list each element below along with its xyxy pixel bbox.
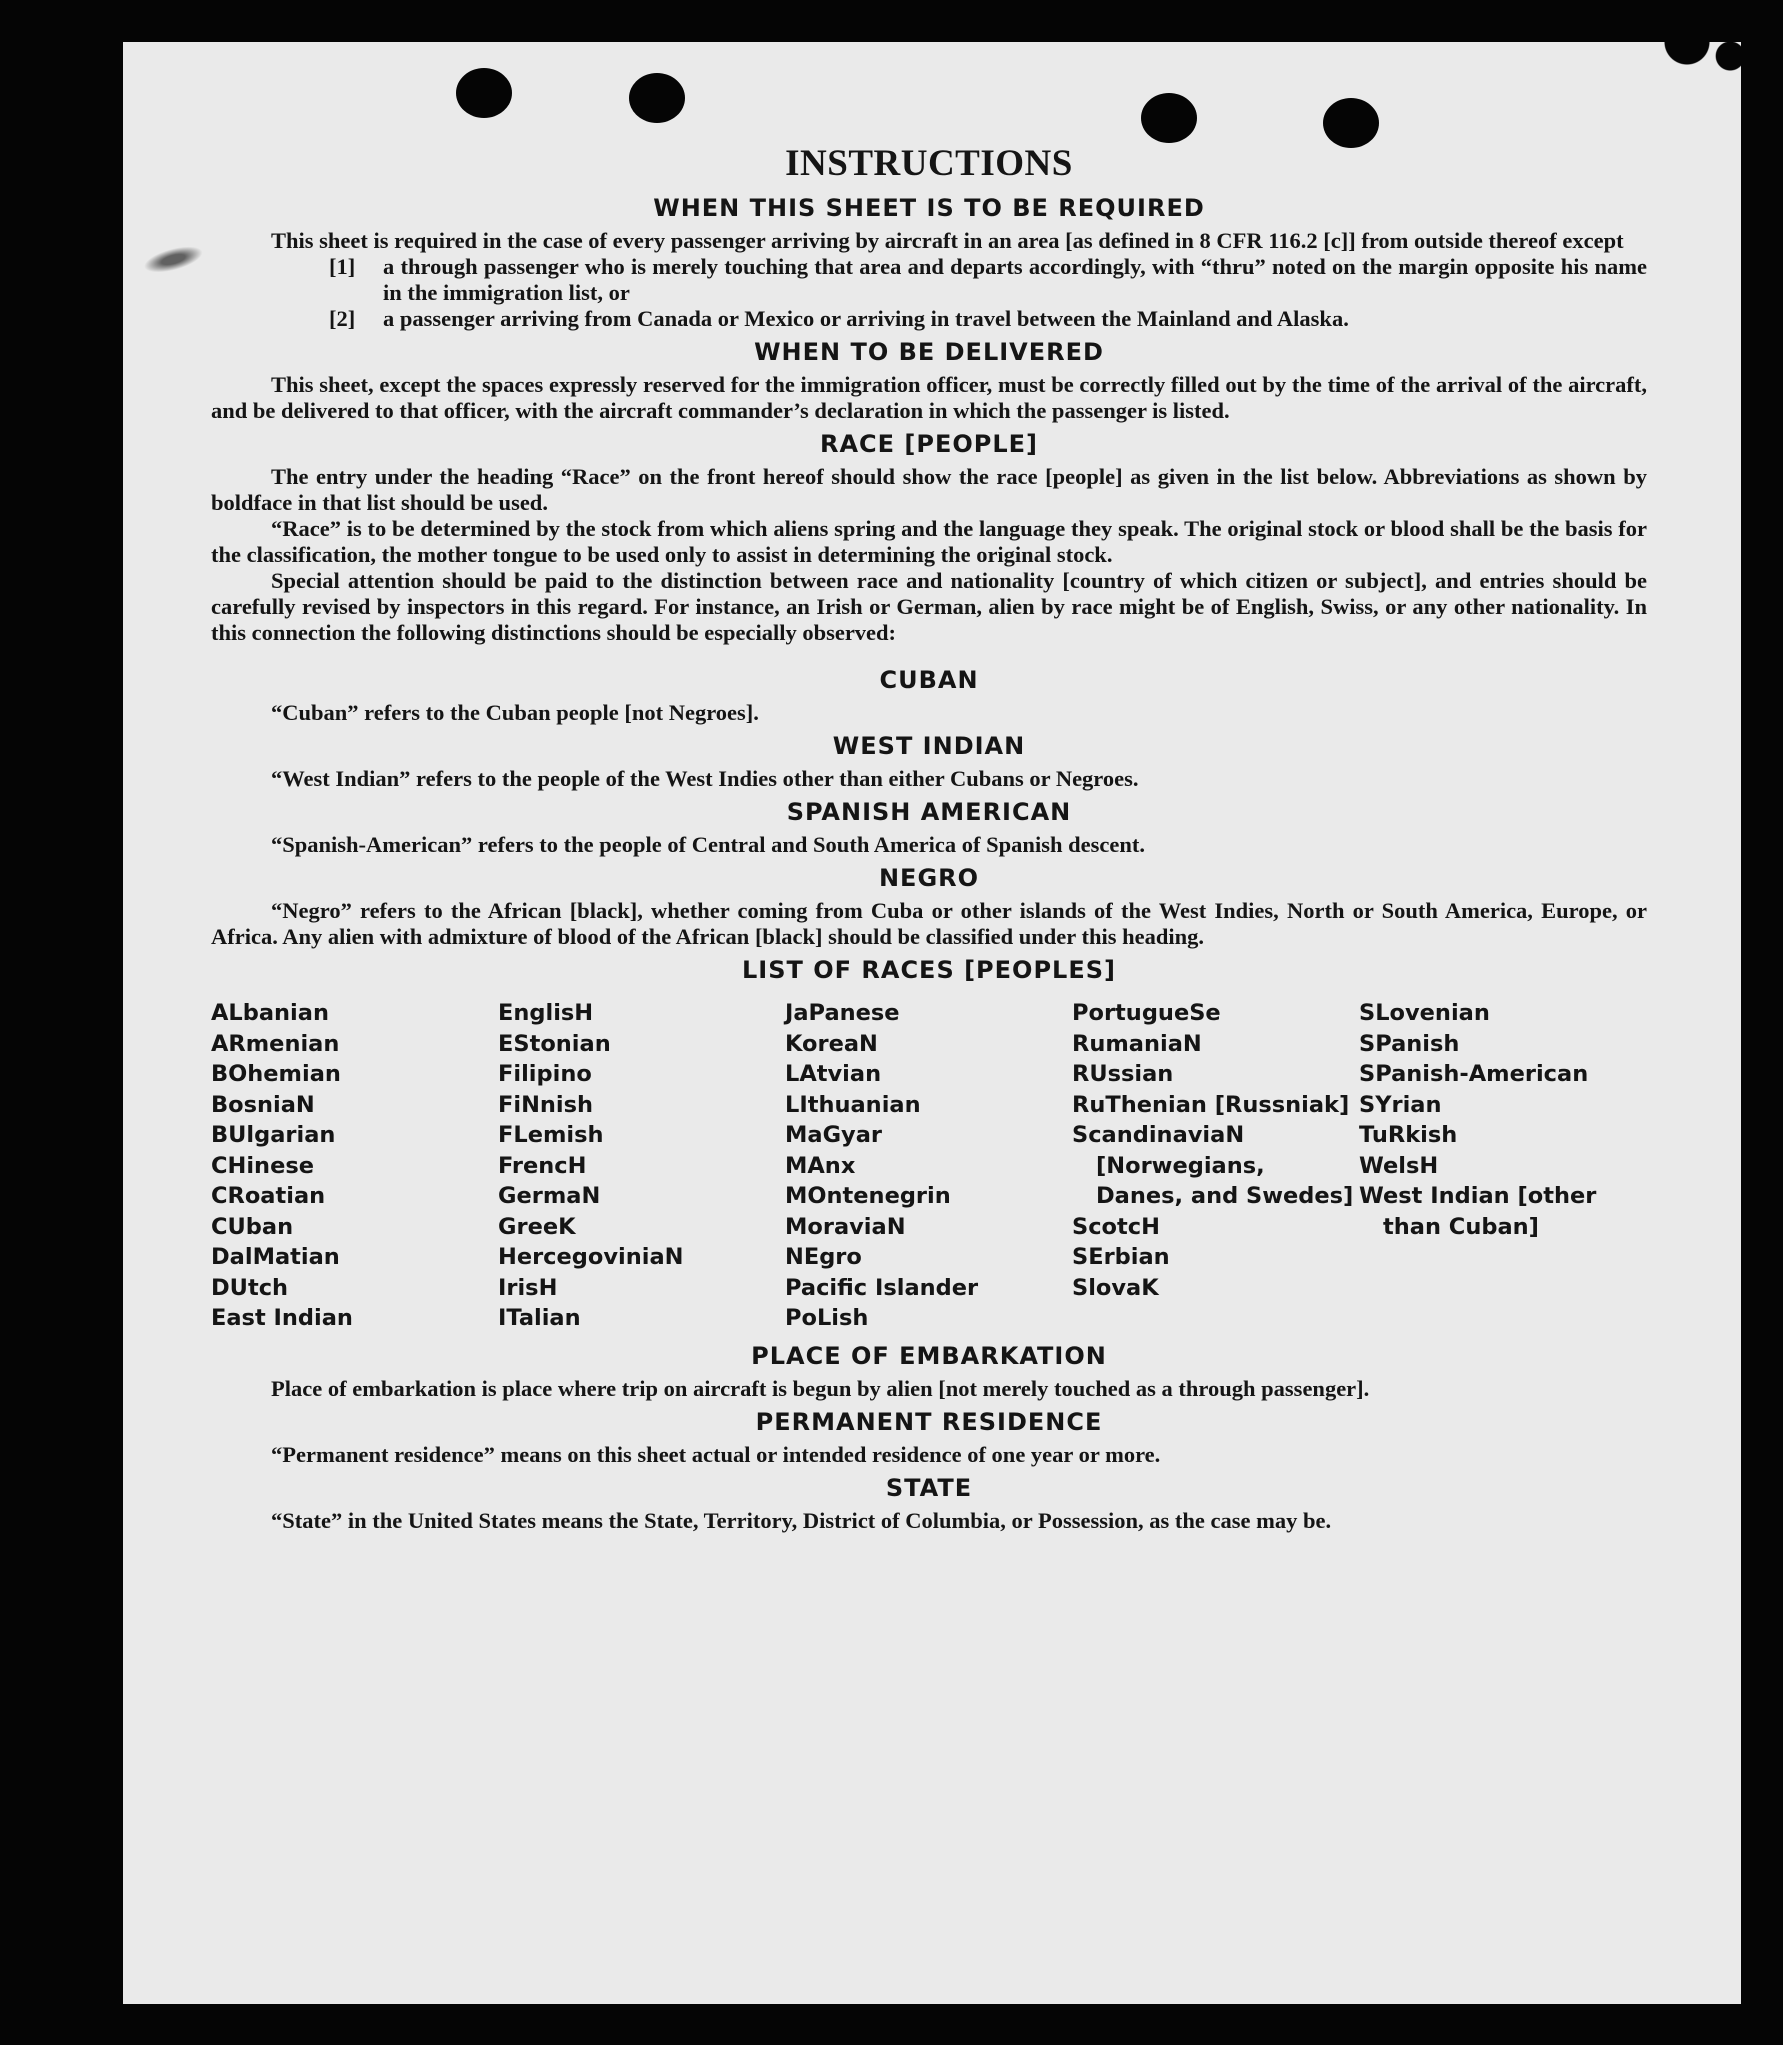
race-item: West Indian [other than Cuban] [1359, 1183, 1597, 1240]
race-item: FrencH [498, 1152, 587, 1179]
races-column [1072, 998, 1359, 1334]
race-item: BosniaN [211, 1091, 315, 1118]
race-item: ARmenian [211, 1030, 340, 1057]
spanish-american-text: “Spanish-American” refers to the people of Central and South America of Spanish descent. [271, 832, 1145, 857]
races-list [211, 998, 1647, 1334]
race-item: SlovaK [1072, 1274, 1159, 1301]
race-item: PortugueSe [1072, 1000, 1221, 1026]
race-item: Filipino [498, 1061, 592, 1087]
race-item: ITalian [498, 1305, 581, 1331]
race-item: ALbanian [211, 1000, 329, 1026]
when-delivered-text: This sheet, except the spaces expressly reserved for the immigration officer, must be correctly filled out by the time of the arrival of the aircraft, and be delivered to that officer, with the aircraft commander’s declaration in which the passenger is listed. [211, 372, 1647, 423]
race-item: DalMatian [211, 1244, 340, 1270]
race-item: MAnx [785, 1152, 856, 1179]
race-item: BOhemian [211, 1061, 341, 1087]
section-heading-permanent-residence: PERMANENT RESIDENCE [755, 1407, 1103, 1436]
section-heading-race: RACE [PEOPLE] [819, 430, 1039, 458]
negro-text: “Negro” refers to the African [black], whether coming from Cuba or other islands of the West Indies, North or South America, Europe, or Africa. Any alien with admixture of blood of the African [black] should be classified under this heading. [211, 898, 1647, 949]
race-item: SErbian [1072, 1244, 1170, 1270]
punch-hole [1141, 93, 1197, 143]
page-title: INSTRUCTIONS [785, 143, 1073, 184]
races-column [785, 998, 1072, 1334]
race-item: FLemish [498, 1122, 604, 1148]
west-indian-text: “West Indian” refers to the people of the West Indies other than either Cubans or Negroes. [271, 766, 1139, 791]
race-item: CHinese [211, 1152, 314, 1179]
race-item: BUlgarian [211, 1122, 336, 1148]
race-item: LAtvian [785, 1061, 882, 1087]
when-required-item-2 [329, 306, 1647, 332]
race-item: East Indian [211, 1305, 353, 1331]
race-item: IrisH [498, 1274, 558, 1301]
race-item: RumaniaN [1072, 1030, 1202, 1057]
punch-hole [1323, 98, 1379, 148]
state-text: “State” in the United States means the State, Territory, District of Columbia, or Possession, as the case may be. [271, 1507, 1332, 1533]
race-item: LIthuanian [785, 1091, 921, 1118]
section-heading-negro: NEGRO [878, 864, 980, 892]
document-sheet [123, 42, 1741, 2004]
race-item: ScotcH [1072, 1213, 1160, 1240]
race-item: GermaN [498, 1183, 601, 1209]
race-item: EStonian [498, 1030, 611, 1057]
instructions-content [211, 142, 1647, 1534]
section-heading-when-required: WHEN THIS SHEET IS TO BE REQUIRED [653, 194, 1205, 222]
race-item: EnglisH [498, 1000, 594, 1026]
race-item: JaPanese [785, 1000, 900, 1026]
race-item: WelsH [1359, 1152, 1439, 1179]
race-item: HercegoviniaN [498, 1244, 684, 1270]
torn-corner [1606, 42, 1741, 112]
race-item: PoLish [785, 1305, 869, 1331]
spacer [211, 646, 1647, 660]
item-number: [1] [329, 254, 356, 279]
race-item: ScandinaviaN [Norwegians, Danes, and Swedes] [1072, 1122, 1354, 1209]
race-item: CRoatian [211, 1183, 326, 1209]
race-item: GreeK [498, 1213, 576, 1240]
punch-hole [456, 68, 512, 118]
section-heading-list-of-races: LIST OF RACES [PEOPLES] [742, 956, 1116, 984]
race-item: SPanish [1359, 1030, 1460, 1057]
permanent-residence-text: “Permanent residence” means on this sheet actual or intended residence of one year or more. [271, 1441, 1161, 1467]
race-item: CUban [211, 1213, 294, 1240]
item-text: a passenger arriving from Canada or Mexico or arriving in travel between the Mainland and Alaska. [383, 306, 1349, 331]
race-item: MOntenegrin [785, 1183, 951, 1209]
when-required-item-1 [329, 254, 1647, 306]
race-item: NEgro [785, 1244, 862, 1270]
race-paragraph-3: Special attention should be paid to the distinction between race and nationality [country of which citizen or subject], and entries should be carefully revised by inspectors in this regard. For instance, an Irish or German, alien by race might be of English, Swiss, or any other nationality. In this connection the following distinctions should be especially observed: [211, 568, 1647, 645]
section-heading-when-delivered: WHEN TO BE DELIVERED [754, 338, 1104, 366]
race-item: RUssian [1072, 1061, 1174, 1087]
race-item: MaGyar [785, 1122, 882, 1148]
race-item: KoreaN [785, 1030, 878, 1057]
race-item: DUtch [211, 1274, 289, 1301]
item-number: [2] [329, 306, 356, 331]
race-item: MoraviaN [785, 1213, 906, 1240]
section-heading-state: STATE [885, 1473, 973, 1502]
race-item: SYrian [1359, 1091, 1442, 1118]
section-heading-embarkation: PLACE OF EMBARKATION [751, 1341, 1107, 1370]
cuban-text: “Cuban” refers to the Cuban people [not Negroes]. [271, 700, 759, 725]
item-text: a through passenger who is merely touching that area and departs accordingly, with “thru” noted on the margin opposite his name in the immigration list, or [383, 254, 1647, 305]
races-column [498, 998, 785, 1334]
race-paragraph-1: The entry under the heading “Race” on the front hereof should show the race [people] as given in the list below. Abbreviations as shown by boldface in that list should be used. [211, 464, 1647, 515]
race-item: Pacific Islander [785, 1274, 979, 1301]
race-item: RuThenian [Russniak] [1072, 1091, 1350, 1118]
race-item: SLovenian [1359, 1000, 1490, 1026]
race-item: SPanish-American [1359, 1061, 1589, 1087]
races-column [1359, 998, 1647, 1334]
embarkation-text: Place of embarkation is place where trip on aircraft is begun by alien [not merely touched as a through passenger]. [271, 1375, 1370, 1401]
section-heading-west-indian: WEST INDIAN [832, 732, 1026, 760]
races-column [211, 998, 498, 1334]
punch-hole [629, 73, 685, 123]
section-heading-cuban: CUBAN [879, 666, 979, 694]
when-required-intro: This sheet is required in the case of every passenger arriving by aircraft in an area [as defined in 8 CFR 116.2 [c]] from outside thereof except [271, 228, 1624, 253]
race-paragraph-2: “Race” is to be determined by the stock from which aliens spring and the language they speak. The original stock or blood shall be the basis for the classification, the mother tongue to be used only to assist in determining the original stock. [211, 516, 1647, 567]
section-heading-spanish-american: SPANISH AMERICAN [786, 798, 1072, 826]
race-item: FiNnish [498, 1091, 594, 1118]
race-item: TuRkish [1359, 1122, 1458, 1148]
